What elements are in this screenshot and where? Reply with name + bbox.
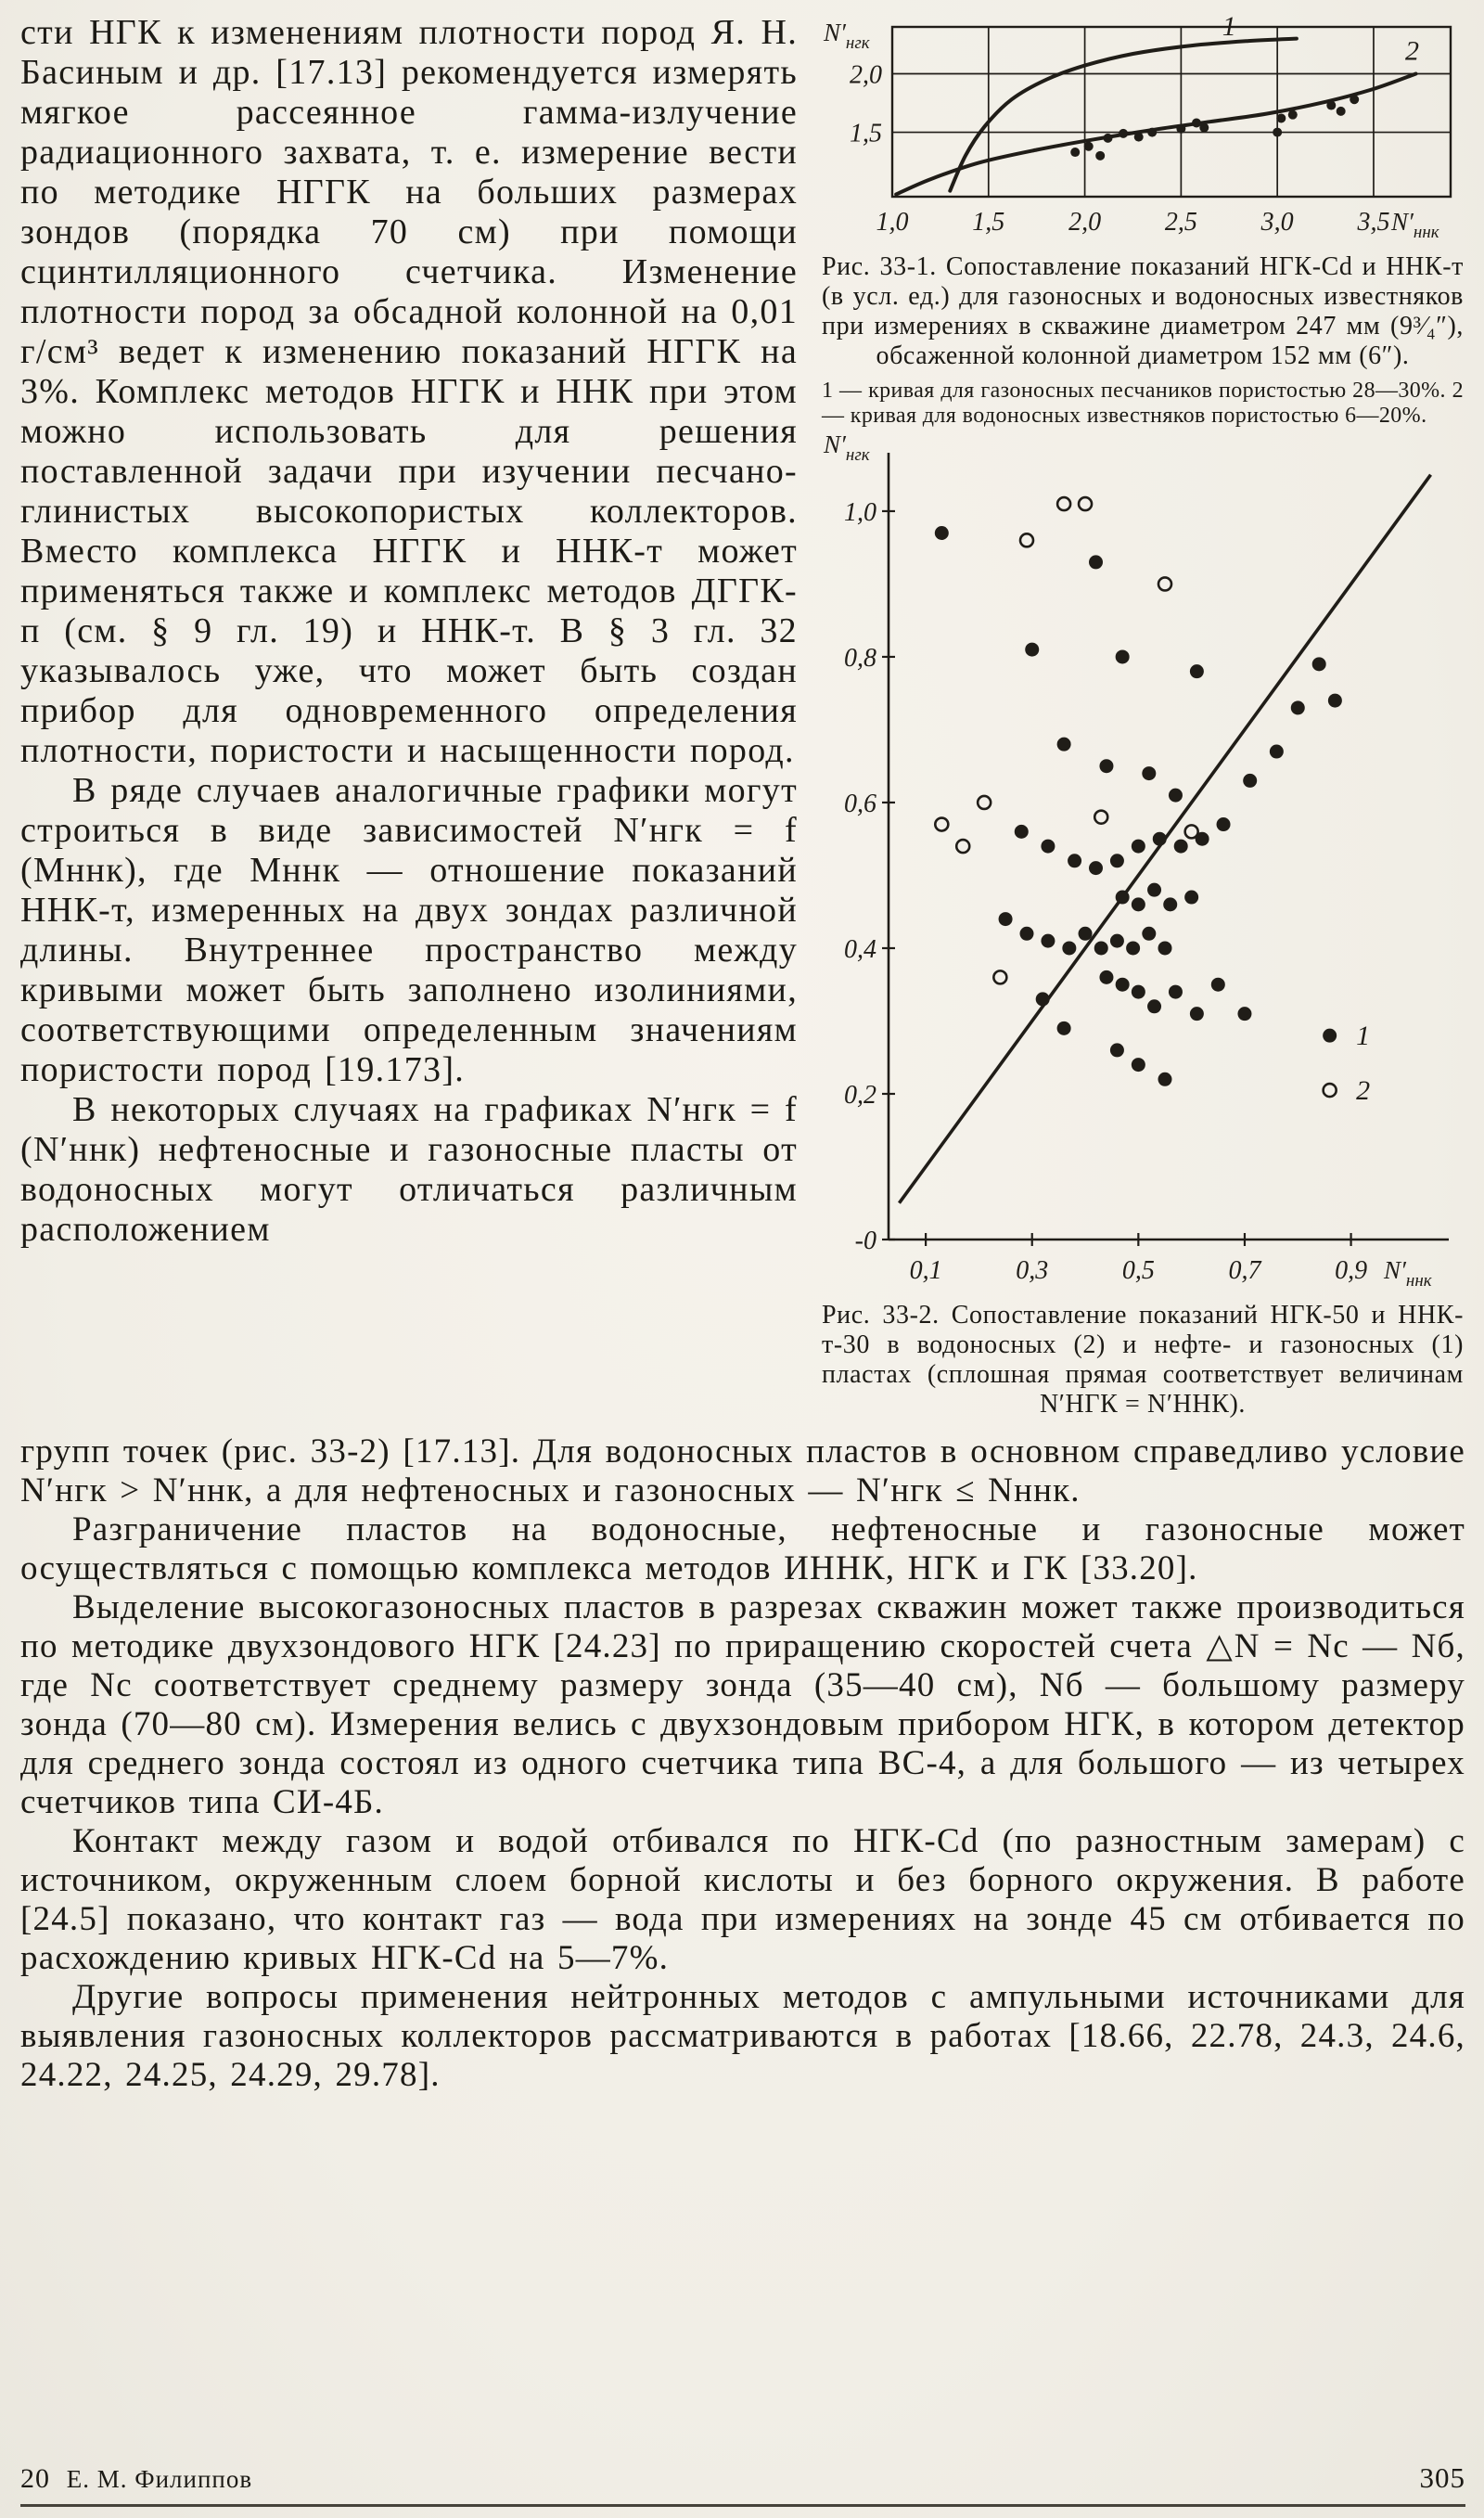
page-number: 305 bbox=[1419, 2461, 1465, 2494]
svg-text:1: 1 bbox=[1222, 15, 1236, 42]
svg-text:2: 2 bbox=[1404, 35, 1419, 67]
svg-text:-0: -0 bbox=[854, 1227, 876, 1255]
svg-text:1,0: 1,0 bbox=[844, 497, 876, 527]
svg-text:0,7: 0,7 bbox=[1228, 1256, 1261, 1285]
fig1-caption: Рис. 33-1. Сопоставление показаний НГК-Cd и ННК-т (в усл. ед.) для газоносных и водоносных известняков при измерениях в скважине диаметром 247 мм (9³⁄₄″), обсаженной колонной диаметром 152 мм (6″). bbox=[822, 252, 1464, 370]
figure-33-2 bbox=[820, 429, 1465, 1420]
fig2-caption: Рис. 33-2. Сопоставление показаний НГК-50 и ННК-т-30 в водоносных (2) и нефте- и газоносных (1) пластах (сплошная прямая соответствует величинам N′НГК = N′ННК). bbox=[822, 1301, 1464, 1419]
svg-text:3,5: 3,5 bbox=[1357, 208, 1390, 237]
svg-text:1: 1 bbox=[1356, 1021, 1371, 1052]
svg-text:0,8: 0,8 bbox=[844, 643, 876, 673]
svg-text:N′ннк: $N'_{ннк}$ bbox=[1384, 1256, 1432, 1291]
svg-text:2: 2 bbox=[1356, 1075, 1371, 1107]
paragraph-other-questions: Другие вопросы применения нейтронных методов с ампульными источниками для выявления газоносных коллекторов рассматриваются в работах [18.66, 22.78, 24.3, 24.6, 24.22, 24.25, 24.29, 29.78]. bbox=[20, 1978, 1465, 2094]
svg-text:0,6: 0,6 bbox=[844, 789, 876, 818]
svg-text:3,0: 3,0 bbox=[1260, 208, 1294, 237]
figures-column bbox=[820, 13, 1465, 1420]
signature-number: 20 bbox=[20, 2463, 50, 2494]
page-footer bbox=[20, 2461, 1465, 2507]
svg-text:N′нгк: $N'_{нгк}$ bbox=[824, 430, 870, 465]
fig1-curve-legend: 1 — кривая для газоносных песчаников пористостью 28—30%. 2 — кривая для водоносных известняков пористостью 6—20%. bbox=[822, 379, 1464, 428]
svg-text:0,2: 0,2 bbox=[844, 1080, 876, 1110]
fig2-chart bbox=[820, 429, 1465, 1291]
svg-text:N′ннк: $N'_{ннк}$ bbox=[1391, 208, 1439, 242]
paragraph-layer-separation: Разграничение пластов на водоносные, нефтеносные и газоносные может осуществляться с помощью комплекса методов ИННК, НГК и ГК [33.20]. bbox=[20, 1510, 1465, 1587]
left-text-column bbox=[20, 13, 798, 1420]
svg-text:0,3: 0,3 bbox=[1016, 1256, 1049, 1285]
svg-text:N′нгк: $N'_{нгк}$ bbox=[824, 19, 870, 53]
paragraph-point-groups-start: В некоторых случаях на графиках N′нгк = f (N′ннк) нефтеносные и газоносные пласты от водоносных могут отличаться различным расположением bbox=[20, 1090, 798, 1249]
paragraph-two-probe-ngk: Выделение высокогазоносных пластов в разрезах скважин может также производиться по методике двухзондового НГК [24.23] по приращению скоростей счета △N = Nс — Nб, где Nс соответствует среднему размеру зонда (35—40 см), Nб — большому размеру зонда (70—80 см). Измерения велись с двухзондовым прибором НГК, в котором детектор для среднего зонда состоял из одного счетчика типа ВС-4, а для большого — из четырех счетчиков типа СИ-4Б. bbox=[20, 1588, 1465, 1821]
signature-line bbox=[20, 2463, 252, 2495]
fig1-chart bbox=[820, 15, 1465, 243]
full-width-text bbox=[20, 1432, 1465, 2095]
figure-33-1 bbox=[820, 15, 1465, 429]
paragraph-point-groups-continued: групп точек (рис. 33-2) [17.13]. Для водоносных пластов в основном справедливо условие N′нгк > N′ннк, а для нефтеносных и газоносных — N′нгк ≤ Nннк. bbox=[20, 1432, 1465, 1510]
svg-text:0,4: 0,4 bbox=[844, 934, 876, 964]
paragraph-graphs-m: В ряде случаев аналогичные графики могут строиться в виде зависимостей N′нгк = f (Mннк), где Mннк — отношение показаний ННК-т, измеренных на двух зондах различной длины. Внутреннее пространство между кривыми может быть заполнено изолиниями, соответствующими определенным значениям пористости пород [19.173]. bbox=[20, 771, 798, 1089]
paragraph-continuation: сти НГК к изменениям плотности пород Я. Н. Басиным и др. [17.13] рекомендуется измерять мягкое рассеянное гамма-излучение радиационного захвата, т. е. измерение вести по методике НГГК на больших размерах зондов (порядка 70 см) при помощи сцинтилляционного счетчика. Изменение плотности пород за обсадной колонной на 0,01 г/см³ ведет к изменению показаний НГГК на 3%. Комплекс методов НГГК и ННК при этом можно использовать для решения поставленной задачи при изучении песчано-глинистых высокопористых коллекторов. Вместо комплекса НГГК и ННК-т может применяться также и комплекс методов ДГГК-п (см. § 9 гл. 19) и ННК-т. В § 3 гл. 32 указывалось уже, что может быть создан прибор для одновременного определения плотности, пористости и насыщенности пород. bbox=[20, 13, 798, 770]
svg-text:0,1: 0,1 bbox=[909, 1256, 942, 1285]
svg-text:1,5: 1,5 bbox=[972, 208, 1005, 237]
svg-text:2,0: 2,0 bbox=[850, 60, 882, 90]
svg-text:1,0: 1,0 bbox=[876, 208, 909, 237]
svg-text:2,5: 2,5 bbox=[1164, 208, 1197, 237]
svg-text:1,5: 1,5 bbox=[850, 119, 882, 148]
paragraph-gas-water-contact: Контакт между газом и водой отбивался по НГК-Cd (по разностным замерам) с источником, окруженным слоем борной кислоты и без борного окружения. В работе [24.5] показано, что контакт газ — вода при измерениях на зонде 45 см отбивается по расхождению кривых НГК-Cd на 5—7%. bbox=[20, 1822, 1465, 1977]
svg-text:0,5: 0,5 bbox=[1121, 1256, 1155, 1285]
svg-text:2,0: 2,0 bbox=[1068, 208, 1102, 237]
two-column-layout bbox=[20, 13, 1465, 1420]
svg-text:0,9: 0,9 bbox=[1335, 1256, 1368, 1285]
author-name: Е. М. Филиппов bbox=[66, 2465, 253, 2493]
